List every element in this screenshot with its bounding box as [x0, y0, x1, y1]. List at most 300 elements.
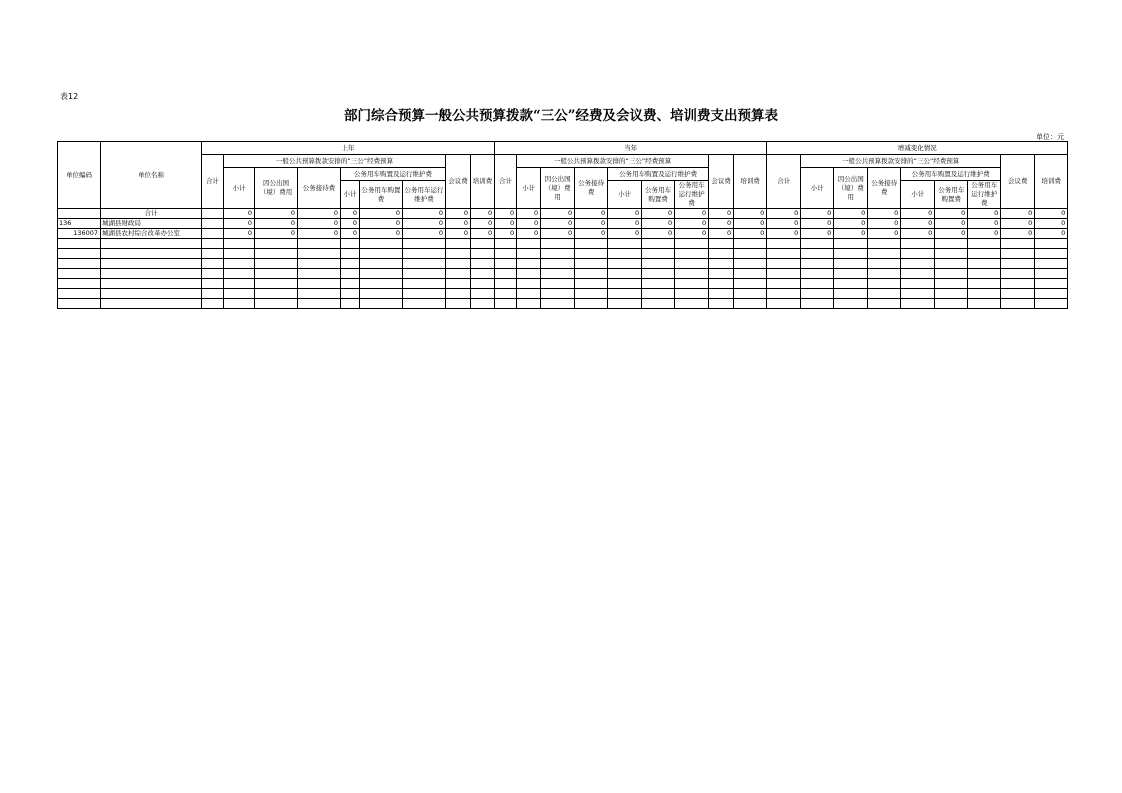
header-total: 合计 — [495, 155, 517, 209]
empty-cell — [675, 299, 709, 309]
empty-cell — [517, 299, 541, 309]
empty-cell — [642, 239, 675, 249]
cell-value: 0 — [901, 219, 935, 229]
empty-cell — [517, 289, 541, 299]
empty-cell — [868, 239, 901, 249]
empty-cell — [101, 269, 202, 279]
empty-cell — [767, 249, 801, 259]
empty-cell — [675, 289, 709, 299]
empty-cell — [901, 249, 935, 259]
empty-cell — [767, 269, 801, 279]
empty-cell — [495, 289, 517, 299]
empty-cell — [101, 289, 202, 299]
header-subtotal: 小计 — [517, 168, 541, 209]
header-reception: 公务接待费 — [298, 168, 341, 209]
header-abroad: 因公出国（境）费用 — [541, 168, 575, 209]
empty-cell — [834, 289, 868, 299]
empty-cell — [834, 239, 868, 249]
unit-label: 单位：元 — [1036, 133, 1064, 141]
header-total: 合计 — [202, 155, 224, 209]
empty-cell — [642, 249, 675, 259]
empty-cell — [341, 239, 360, 249]
empty-cell — [1001, 259, 1035, 269]
cell-value: 0 — [298, 209, 341, 219]
empty-cell — [968, 239, 1001, 249]
empty-cell — [1001, 239, 1035, 249]
header-total: 合计 — [767, 155, 801, 209]
cell-value: 0 — [968, 209, 1001, 219]
empty-cell — [642, 279, 675, 289]
cell-value — [202, 209, 224, 219]
empty-cell — [642, 269, 675, 279]
header-veh-maint: 公务用车运行维护费 — [968, 181, 1001, 209]
cell-value: 0 — [868, 209, 901, 219]
header-abroad: 因公出国（境）费用 — [255, 168, 298, 209]
empty-cell — [298, 249, 341, 259]
empty-cell — [767, 259, 801, 269]
empty-cell — [675, 239, 709, 249]
cell-value: 0 — [675, 229, 709, 239]
header-three-public: 一般公共预算拨款安排的“三公”经费预算 — [801, 155, 1001, 168]
empty-cell — [403, 289, 446, 299]
cell-value: 0 — [767, 229, 801, 239]
empty-cell — [495, 279, 517, 289]
cell-value: 0 — [224, 229, 255, 239]
cell-value: 0 — [495, 219, 517, 229]
empty-cell — [834, 249, 868, 259]
empty-cell — [935, 239, 968, 249]
empty-cell — [298, 259, 341, 269]
empty-cell — [101, 249, 202, 259]
empty-cell — [1001, 279, 1035, 289]
empty-cell — [298, 239, 341, 249]
empty-cell — [575, 239, 608, 249]
empty-cell — [608, 269, 642, 279]
cell-value: 0 — [901, 209, 935, 219]
cell-value: 0 — [734, 219, 767, 229]
empty-row — [58, 239, 1068, 249]
empty-cell — [224, 289, 255, 299]
empty-cell — [446, 239, 471, 249]
empty-cell — [255, 239, 298, 249]
empty-cell — [1001, 289, 1035, 299]
cell-value: 0 — [446, 229, 471, 239]
cell-value: 0 — [801, 229, 834, 239]
cell-value: 0 — [608, 229, 642, 239]
cell-value: 0 — [403, 229, 446, 239]
cell-value: 0 — [446, 219, 471, 229]
empty-cell — [734, 269, 767, 279]
empty-cell — [517, 279, 541, 289]
cell-value: 0 — [935, 229, 968, 239]
empty-cell — [471, 239, 495, 249]
header-meeting: 会议费 — [446, 155, 471, 209]
empty-cell — [1001, 269, 1035, 279]
empty-cell — [734, 249, 767, 259]
cell-value: 0 — [341, 219, 360, 229]
empty-cell — [734, 279, 767, 289]
empty-cell — [1035, 239, 1068, 249]
empty-cell — [834, 299, 868, 309]
empty-cell — [495, 259, 517, 269]
empty-cell — [298, 299, 341, 309]
cell-value: 0 — [403, 209, 446, 219]
empty-cell — [360, 269, 403, 279]
cell-value: 0 — [1035, 229, 1068, 239]
cell-value: 0 — [968, 219, 1001, 229]
cell-value: 0 — [1001, 209, 1035, 219]
header-change: 增减变化情况 — [767, 142, 1068, 155]
empty-cell — [471, 299, 495, 309]
cell-unit-code — [58, 209, 101, 219]
empty-cell — [801, 249, 834, 259]
empty-cell — [101, 239, 202, 249]
empty-cell — [801, 239, 834, 249]
cell-value: 0 — [517, 209, 541, 219]
cell-value: 0 — [834, 219, 868, 229]
cell-value: 0 — [1001, 229, 1035, 239]
empty-cell — [446, 289, 471, 299]
cell-value: 0 — [709, 209, 734, 219]
empty-row — [58, 289, 1068, 299]
empty-cell — [341, 249, 360, 259]
empty-cell — [298, 269, 341, 279]
empty-cell — [341, 289, 360, 299]
header-veh-maint: 公务用车运行维护费 — [403, 181, 446, 209]
empty-cell — [202, 289, 224, 299]
cell-value: 0 — [709, 229, 734, 239]
empty-cell — [767, 299, 801, 309]
cell-value: 0 — [834, 229, 868, 239]
empty-cell — [403, 239, 446, 249]
table-number: 表12 — [60, 92, 79, 101]
cell-value: 0 — [642, 229, 675, 239]
header-veh-subtotal: 小计 — [341, 181, 360, 209]
cell-value: 0 — [709, 219, 734, 229]
empty-cell — [360, 239, 403, 249]
empty-cell — [709, 289, 734, 299]
table-row — [58, 209, 1068, 219]
empty-cell — [255, 279, 298, 289]
empty-cell — [767, 279, 801, 289]
empty-cell — [446, 259, 471, 269]
empty-cell — [495, 299, 517, 309]
cell-value: 0 — [517, 219, 541, 229]
cell-value: 0 — [608, 209, 642, 219]
cell-value: 0 — [935, 219, 968, 229]
empty-cell — [575, 279, 608, 289]
empty-cell — [224, 279, 255, 289]
empty-row — [58, 249, 1068, 259]
empty-cell — [471, 249, 495, 259]
empty-cell — [341, 279, 360, 289]
cell-value: 0 — [517, 229, 541, 239]
cell-value: 0 — [403, 219, 446, 229]
empty-cell — [734, 239, 767, 249]
empty-cell — [224, 269, 255, 279]
empty-cell — [901, 259, 935, 269]
cell-value: 0 — [868, 219, 901, 229]
header-reception: 公务接待费 — [575, 168, 608, 209]
empty-cell — [58, 239, 101, 249]
empty-cell — [202, 279, 224, 289]
empty-cell — [608, 249, 642, 259]
cell-value: 0 — [901, 229, 935, 239]
header-veh-maint: 公务用车运行维护费 — [675, 181, 709, 209]
empty-cell — [224, 259, 255, 269]
cell-value: 0 — [1001, 219, 1035, 229]
empty-cell — [541, 269, 575, 279]
empty-cell — [298, 279, 341, 289]
empty-cell — [495, 239, 517, 249]
header-veh-purchase: 公务用车购置费 — [935, 181, 968, 209]
cell-value: 0 — [471, 229, 495, 239]
empty-cell — [675, 259, 709, 269]
cell-value: 0 — [642, 219, 675, 229]
cell-value: 0 — [968, 229, 1001, 239]
empty-cell — [298, 289, 341, 299]
cell-value: 0 — [541, 209, 575, 219]
header-veh-purchase: 公务用车购置费 — [642, 181, 675, 209]
empty-cell — [517, 269, 541, 279]
empty-cell — [403, 249, 446, 259]
cell-value: 0 — [935, 209, 968, 219]
empty-cell — [541, 249, 575, 259]
empty-cell — [901, 239, 935, 249]
cell-value: 0 — [734, 229, 767, 239]
empty-cell — [642, 289, 675, 299]
empty-cell — [868, 299, 901, 309]
empty-cell — [517, 239, 541, 249]
header-three-public: 一般公共预算拨款安排的“三公”经费预算 — [517, 155, 709, 168]
empty-cell — [734, 299, 767, 309]
empty-cell — [541, 299, 575, 309]
empty-cell — [575, 249, 608, 259]
empty-cell — [541, 259, 575, 269]
empty-cell — [403, 269, 446, 279]
header-three-public: 一般公共预算拨款安排的“三公”经费预算 — [224, 155, 446, 168]
empty-cell — [1035, 249, 1068, 259]
empty-cell — [709, 269, 734, 279]
header-subtotal: 小计 — [224, 168, 255, 209]
cell-value: 0 — [642, 209, 675, 219]
empty-cell — [575, 299, 608, 309]
empty-cell — [471, 289, 495, 299]
empty-cell — [1035, 289, 1068, 299]
empty-cell — [608, 239, 642, 249]
empty-cell — [935, 259, 968, 269]
empty-cell — [255, 249, 298, 259]
empty-cell — [675, 279, 709, 289]
empty-cell — [575, 289, 608, 299]
cell-value: 0 — [446, 209, 471, 219]
cell-value: 0 — [255, 219, 298, 229]
cell-value: 0 — [675, 219, 709, 229]
header-meeting: 会议费 — [709, 155, 734, 209]
empty-cell — [403, 279, 446, 289]
empty-cell — [868, 279, 901, 289]
empty-cell — [101, 279, 202, 289]
header-abroad: 因公出国（境）费用 — [834, 168, 868, 209]
cell-value: 0 — [575, 209, 608, 219]
cell-unit-name: 城湖县农村综合改革办公室 — [101, 229, 202, 239]
empty-cell — [1035, 269, 1068, 279]
empty-row — [58, 259, 1068, 269]
empty-cell — [834, 269, 868, 279]
empty-cell — [709, 249, 734, 259]
empty-cell — [968, 279, 1001, 289]
empty-cell — [471, 279, 495, 289]
empty-cell — [58, 279, 101, 289]
empty-cell — [801, 289, 834, 299]
empty-cell — [255, 259, 298, 269]
header-unit-code: 单位编码 — [58, 142, 101, 209]
empty-cell — [58, 259, 101, 269]
empty-cell — [517, 249, 541, 259]
empty-cell — [101, 259, 202, 269]
empty-cell — [58, 269, 101, 279]
empty-cell — [575, 269, 608, 279]
empty-cell — [968, 299, 1001, 309]
cell-value: 0 — [471, 219, 495, 229]
empty-cell — [360, 289, 403, 299]
empty-cell — [968, 259, 1001, 269]
empty-cell — [58, 299, 101, 309]
cell-value: 0 — [1035, 219, 1068, 229]
cell-value: 0 — [767, 209, 801, 219]
empty-cell — [868, 259, 901, 269]
empty-cell — [608, 259, 642, 269]
cell-value: 0 — [495, 209, 517, 219]
empty-cell — [101, 299, 202, 309]
cell-unit-name: 城湖县财政局 — [101, 219, 202, 229]
empty-cell — [801, 279, 834, 289]
cell-value: 0 — [575, 229, 608, 239]
empty-cell — [868, 249, 901, 259]
empty-cell — [734, 289, 767, 299]
empty-cell — [224, 239, 255, 249]
empty-cell — [360, 249, 403, 259]
cell-value: 0 — [341, 209, 360, 219]
empty-cell — [709, 279, 734, 289]
empty-cell — [202, 299, 224, 309]
cell-unit-code: 136 — [58, 219, 101, 229]
cell-unit-name: 合计 — [101, 209, 202, 219]
empty-cell — [608, 289, 642, 299]
header-reception: 公务接待费 — [868, 168, 901, 209]
cell-value: 0 — [255, 209, 298, 219]
empty-cell — [495, 269, 517, 279]
empty-cell — [202, 269, 224, 279]
empty-cell — [224, 249, 255, 259]
empty-cell — [801, 259, 834, 269]
header-vehicle: 公务用车购置及运行维护费 — [608, 168, 709, 181]
cell-value: 0 — [298, 229, 341, 239]
header-training: 培训费 — [734, 155, 767, 209]
empty-cell — [360, 279, 403, 289]
empty-cell — [471, 259, 495, 269]
empty-cell — [801, 269, 834, 279]
header-prev-year: 上年 — [202, 142, 495, 155]
cell-value: 0 — [801, 219, 834, 229]
empty-cell — [541, 279, 575, 289]
empty-cell — [446, 269, 471, 279]
empty-cell — [608, 299, 642, 309]
cell-value: 0 — [734, 209, 767, 219]
empty-cell — [968, 289, 1001, 299]
empty-cell — [1035, 259, 1068, 269]
empty-cell — [675, 249, 709, 259]
header-veh-subtotal: 小计 — [608, 181, 642, 209]
cell-value: 0 — [495, 229, 517, 239]
cell-value: 0 — [541, 229, 575, 239]
empty-cell — [901, 269, 935, 279]
empty-cell — [575, 259, 608, 269]
cell-value: 0 — [360, 219, 403, 229]
empty-cell — [801, 299, 834, 309]
empty-cell — [202, 259, 224, 269]
header-meeting: 会议费 — [1001, 155, 1035, 209]
empty-cell — [255, 289, 298, 299]
empty-cell — [341, 259, 360, 269]
empty-cell — [541, 289, 575, 299]
empty-cell — [471, 269, 495, 279]
header-veh-subtotal: 小计 — [901, 181, 935, 209]
empty-cell — [1001, 249, 1035, 259]
empty-cell — [341, 269, 360, 279]
header-vehicle: 公务用车购置及运行维护费 — [901, 168, 1001, 181]
budget-table — [57, 141, 1068, 309]
empty-cell — [495, 249, 517, 259]
empty-cell — [642, 299, 675, 309]
cell-value: 0 — [298, 219, 341, 229]
cell-value: 0 — [608, 219, 642, 229]
empty-cell — [446, 249, 471, 259]
header-training: 培训费 — [471, 155, 495, 209]
empty-cell — [767, 289, 801, 299]
empty-cell — [901, 279, 935, 289]
empty-cell — [935, 279, 968, 289]
cell-unit-code: 136007 — [58, 229, 101, 239]
empty-cell — [1001, 299, 1035, 309]
empty-cell — [901, 299, 935, 309]
header-subtotal: 小计 — [801, 168, 834, 209]
cell-value: 0 — [360, 209, 403, 219]
empty-cell — [403, 259, 446, 269]
cell-value: 0 — [675, 209, 709, 219]
header-curr-year: 当年 — [495, 142, 767, 155]
cell-value: 0 — [868, 229, 901, 239]
empty-cell — [1035, 279, 1068, 289]
empty-cell — [868, 269, 901, 279]
empty-cell — [834, 279, 868, 289]
header-veh-purchase: 公务用车购置费 — [360, 181, 403, 209]
empty-cell — [868, 289, 901, 299]
empty-row — [58, 279, 1068, 289]
empty-cell — [202, 239, 224, 249]
cell-value: 0 — [255, 229, 298, 239]
empty-cell — [255, 269, 298, 279]
header-training: 培训费 — [1035, 155, 1068, 209]
empty-cell — [58, 249, 101, 259]
empty-cell — [709, 239, 734, 249]
empty-cell — [446, 299, 471, 309]
cell-value: 0 — [575, 219, 608, 229]
empty-cell — [341, 299, 360, 309]
empty-cell — [675, 269, 709, 279]
cell-value: 0 — [224, 209, 255, 219]
cell-value: 0 — [224, 219, 255, 229]
